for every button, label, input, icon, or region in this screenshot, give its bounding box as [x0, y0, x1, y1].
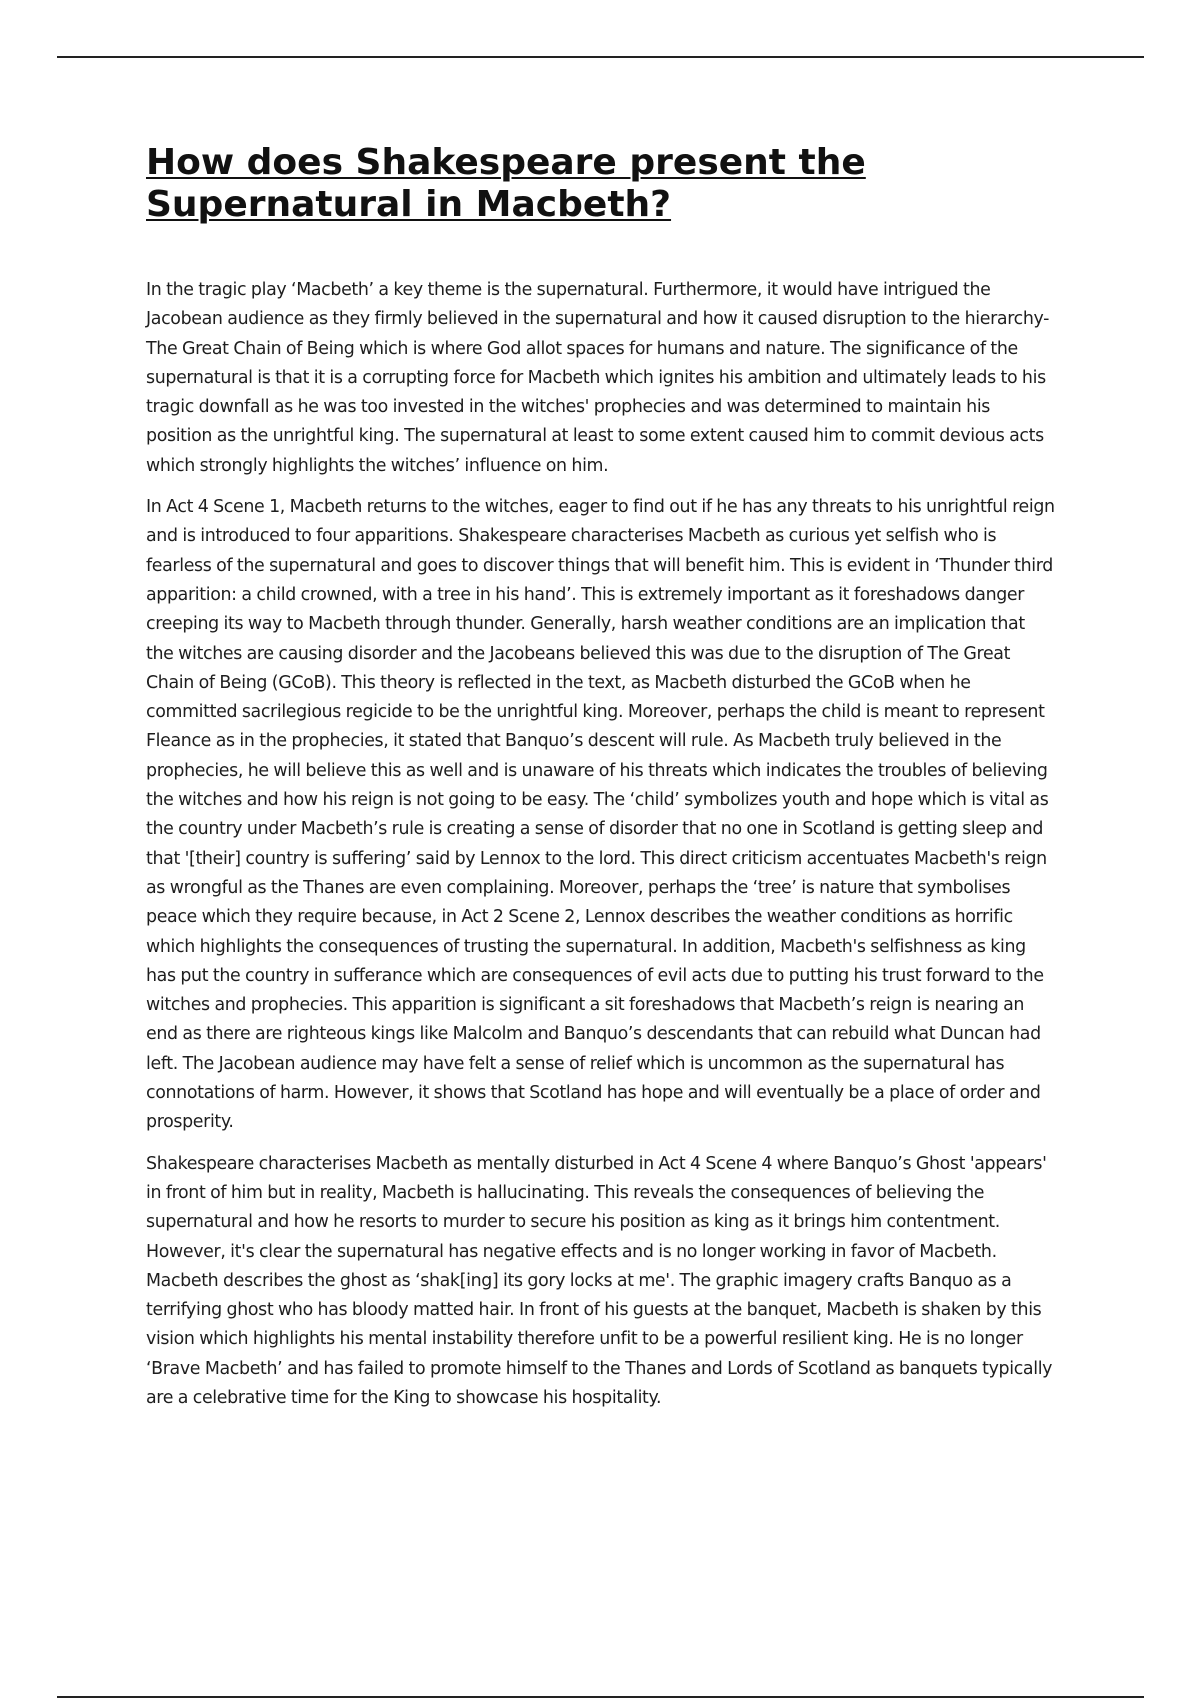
paragraph-banquos-ghost: Shakespeare characterises Macbeth as mentally disturbed in Act 4 Scene 4 where Banquo’s Ghost 'appears' in front of him but in reality, Macbeth is hallucinating. This reveals the consequences of believing the supernatural and how he resorts to murder to secure his position as king as it brings him contentment. However, it's clear the supernatural has negative effects and is no longer working in favor of Macbeth. Macbeth describes the ghost as ‘shak[ing] its gory locks at me'. The graphic imagery crafts Banquo as a terrifying ghost who has bloody matted hair. In front of his guests at the banquet, Macbeth is shaken by this vision which highlights his mental instability therefore unfit to be a powerful resilient king. He is no longer ‘Brave Macbeth’ and has failed to promote himself to the Thanes and Lords of Scotland as banquets typically are a celebrative time for the King to showcase his hospitality. [146, 1153, 1053, 1408]
document-body [146, 276, 1056, 1425]
footer-rule [57, 1696, 1144, 1698]
paragraph-introduction: In the tragic play ‘Macbeth’ a key theme is the supernatural. Furthermore, it would have intrigued the Jacobean audience as they firmly believed in the supernatural and how it caused disruption to the hierarchy- The Great Chain of Being which is where God allot spaces for humans and nature. The significance of the supernatural is that it is a corrupting force for Macbeth which ignites his ambition and ultimately leads to his tragic downfall as he was too invested in the witches' prophecies and was determined to maintain his position as the unrightful king. The supernatural at least to some extent caused him to commit devious acts which strongly highlights the witches’ influence on him. [146, 280, 1050, 476]
header-rule [57, 56, 1144, 58]
document-title: How does Shakespeare present the Supernatural in Macbeth? [146, 142, 866, 225]
paragraph-act4-scene1: In Act 4 Scene 1, Macbeth returns to the witches, eager to find out if he has any threats to his unrightful reign and is introduced to four apparitions. Shakespeare characterises Macbeth as curious yet selfish who is fearless of the supernatural and goes to discover things that will benefit him. This is evident in ‘Thunder third apparition: a child crowned, with a tree in his hand’. This is extremely important as it foreshadows danger creeping its way to Macbeth through thunder. Generally, harsh weather conditions are an implication that the witches are causing disorder and the Jacobeans believed this was due to the disruption of The Great Chain of Being (GCoB). This theory is reflected in the text, as Macbeth disturbed the GCoB when he committed sacrilegious regicide to be the unrightful king. Moreover, perhaps the child is meant to represent Fleance as in the prophecies, it stated that Banquo’s descent will rule. As Macbeth truly believed in the prophecies, he will believe this as well and is unaware of his threats which indicates the troubles of believing the witches and how his reign is not going to be easy. The ‘child’ symbolizes youth and hope which is vital as the country under Macbeth’s rule is creating a sense of disorder that no one in Scotland is getting sleep and that '[their] country is suffering’ said by Lennox to the lord. This direct criticism accentuates Macbeth's reign as wrongful as the Thanes are even complaining. Moreover, perhaps the ‘tree’ is nature that symbolises peace which they require because, in Act 2 Scene 2, Lennox describes the weather conditions as horrific which highlights the consequences of trusting the supernatural. In addition, Macbeth's selfishness as king has put the country in sufferance which are consequences of evil acts due to putting his trust forward to the witches and prophecies. This apparition is significant a sit foreshadows that Macbeth’s reign is nearing an end as there are righteous kings like Malcolm and Banquo’s descendants that can rebuild what Duncan had left. The Jacobean audience may have felt a sense of relief which is uncommon as the supernatural has connotations of harm. However, it shows that Scotland has hope and will eventually be a place of order and prosperity. [146, 497, 1055, 1133]
